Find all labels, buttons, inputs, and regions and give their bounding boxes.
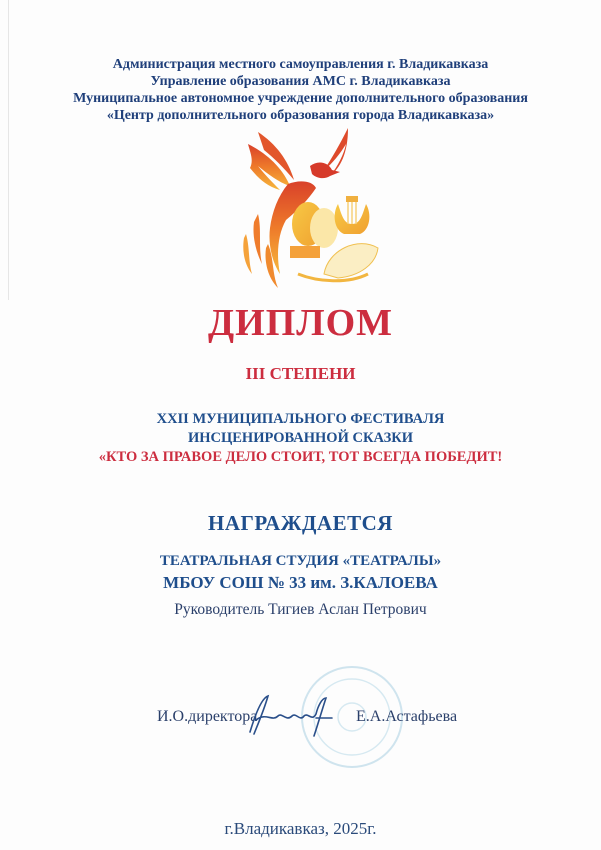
header-line: Муниципальное автономное учреждение дополнительного образования — [73, 91, 528, 106]
diploma-title: ДИПЛОМ — [208, 302, 393, 344]
handwritten-signature-icon — [242, 692, 338, 740]
diploma-degree: III СТЕПЕНИ — [245, 364, 356, 383]
recipient-school: МБОУ СОШ № 33 им. З.КАЛОЕВА — [163, 573, 438, 592]
festival-line: ИНСЦЕНИРОВАННОЙ СКАЗКИ — [187, 430, 414, 446]
festival-motto: «КТО ЗА ПРАВОЕ ДЕЛО СТОИТ, ТОТ ВСЕГДА ПОБЕДИТ! — [98, 449, 503, 465]
leader-line: Руководитель Тигиев Аслан Петрович — [174, 601, 427, 618]
header-line: Управление образования АМС г. Владикавказа — [150, 74, 451, 89]
issuer-header — [0, 56, 601, 124]
recipient-block — [0, 551, 601, 593]
signature-row — [0, 704, 601, 744]
festival-line: XXII МУНИЦИПАЛЬНОГО ФЕСТИВАЛЯ — [156, 411, 445, 427]
awarded-heading: НАГРАЖДАЕТСЯ — [208, 511, 393, 535]
signer-position: И.О.директора — [157, 708, 258, 725]
signer-name: Е.А.Астафьева — [356, 708, 458, 725]
place-and-year: г.Владикавказ, 2025г. — [224, 819, 377, 838]
phoenix-theatre-emblem-icon — [228, 124, 388, 304]
festival-block — [0, 410, 601, 467]
header-line: Администрация местного самоуправления г. Владикавказа — [112, 57, 489, 72]
scan-edge-line — [8, 0, 9, 300]
header-line: «Центр дополнительного образования города Владикавказа» — [106, 108, 495, 123]
recipient-name: ТЕАТРАЛЬНАЯ СТУДИЯ «ТЕАТРАЛЫ» — [159, 553, 442, 569]
